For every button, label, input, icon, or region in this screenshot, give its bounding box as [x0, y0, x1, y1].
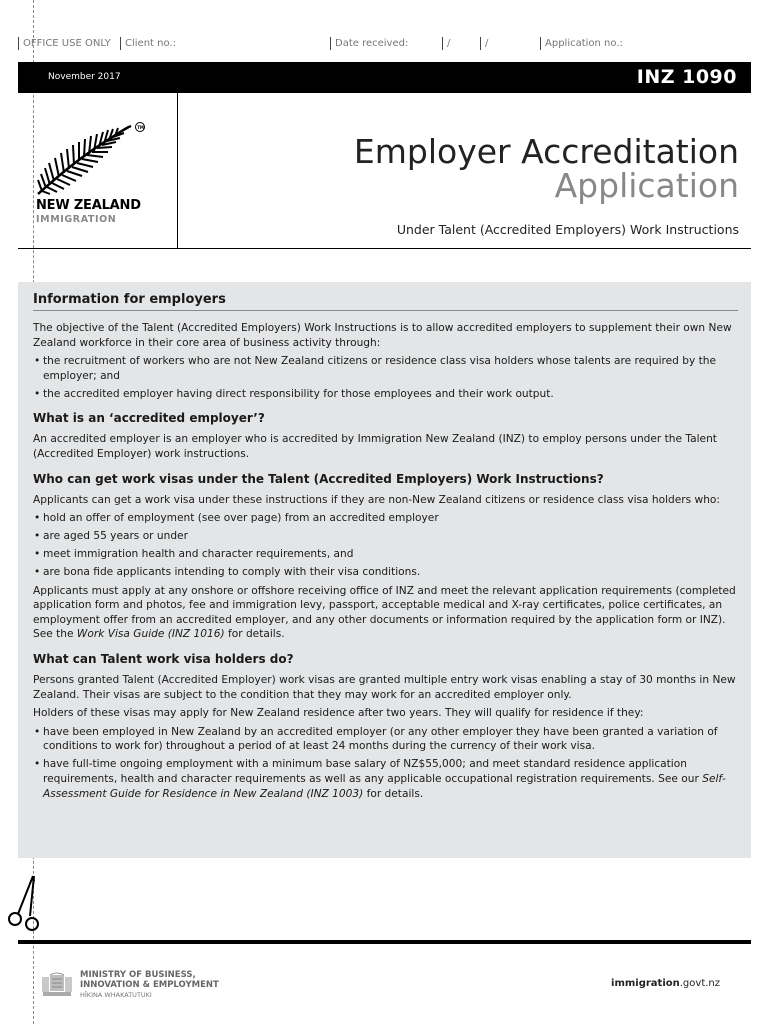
section-heading-accredited-employer: What is an ‘accredited employer’?: [33, 411, 265, 426]
scissors-icon: [6, 874, 40, 932]
eligibility-list: [33, 511, 738, 580]
form-date: November 2017: [48, 72, 121, 82]
list-item: • the recruitment of workers who are not New Zealand citizens or residence class visa holders whose talents are required by the employer; and: [33, 354, 738, 383]
work-visa-guide-reference: Work Visa Guide (INZ 1016): [76, 628, 225, 641]
trademark-mark: TM: [137, 125, 144, 130]
page-subtitle: Under Talent (Accredited Employers) Work Instructions: [396, 222, 739, 237]
section-heading-who-can-get-visas: Who can get work visas under the Talent (Accredited Employers) Work Instructions?: [33, 471, 604, 486]
office-use-strip: [18, 37, 750, 51]
page-title-line1: Employer Accreditation: [353, 132, 739, 171]
info-panel: [18, 282, 751, 858]
form-code: INZ 1090: [636, 66, 737, 88]
application-requirements-paragraph: Applicants must apply at any onshore or offshore receiving office of INZ and meet the relevant application requirements (completed application form and photos, fee and immigration levy, passport, acceptable medical and X-ray certificates, police certificates, an employment offer from an accredited employer, and any other documents or information required by the application form or INZ). See the Work Visa Guide (INZ 1016) for details.: [33, 584, 736, 641]
bottom-rule: [18, 940, 751, 944]
date-separator: /: [480, 37, 488, 50]
intro-list: [33, 354, 738, 401]
header-divider: [177, 93, 178, 248]
section-heading-visa-holders: What can Talent work visa holders do?: [33, 652, 294, 667]
website-url[interactable]: immigration.govt.nz: [611, 978, 720, 989]
residence-list: [33, 725, 738, 801]
client-no-field[interactable]: Client no.:: [120, 37, 176, 50]
residence-paragraph: Holders of these visas may apply for New Zealand residence after two years. They will qualify for residence if they:: [33, 707, 644, 720]
list-item: • are aged 55 years or under: [33, 529, 738, 544]
date-separator: /: [442, 37, 450, 50]
info-content: [33, 292, 738, 805]
form-header-bar: [18, 62, 751, 93]
list-item: • meet immigration health and character requirements, and: [33, 547, 738, 562]
info-heading: Information for employers: [33, 292, 738, 311]
list-item: • are bona fide applicants intending to comply with their visa conditions.: [33, 565, 738, 580]
logo-subname: IMMIGRATION: [36, 214, 117, 225]
coat-of-arms-icon: [40, 969, 74, 999]
who-can-get-paragraph: Applicants can get a work visa under these instructions if they are non-New Zealand citizens or residence class visa holders who:: [33, 493, 720, 506]
intro-paragraph: The objective of the Talent (Accredited Employers) Work Instructions is to allow accredited employers to supplement their own New Zealand workforce in their core area of business activity through:: [33, 322, 732, 349]
ministry-logotype: MINISTRY OF BUSINESS, INNOVATION & EMPLOYMENT HĪKINA WHAKATUTUKI: [80, 970, 219, 999]
accredited-employer-paragraph: An accredited employer is an employer who is accredited by Immigration New Zealand (INZ) to employ persons under the Talent (Accredited Employer) work instructions.: [33, 433, 717, 460]
list-item: • the accredited employer having direct responsibility for those employees and their work output.: [33, 387, 738, 402]
visa-holders-paragraph: Persons granted Talent (Accredited Employer) work visas are granted multiple entry work visas enabling a stay of 30 months in New Zealand. Their visas are subject to the condition that they may work for an accredited employer only.: [33, 674, 736, 701]
list-item: • have been employed in New Zealand by an accredited employer (or any other employer they have been granted a variation of conditions to work for) throughout a period of at least 24 months during the currency of their work visa.: [33, 725, 738, 754]
self-assessment-guide-reference: Self-Assessment Guide for Residence in New Zealand (INZ 1003): [43, 773, 726, 800]
office-use-label: OFFICE USE ONLY: [18, 37, 111, 50]
date-received-field[interactable]: Date received:: [330, 37, 408, 50]
list-item: • have full-time ongoing employment with a minimum base salary of NZ$55,000; and meet standard residence application requirements, health and character requirements as well as any applicable occupational registration requirements. See our Self-Assessment Guide for Residence in New Zealand (INZ 1003) for details.: [33, 757, 738, 801]
header-bottom-rule: [18, 248, 751, 249]
page-title-line2: Application: [554, 166, 739, 205]
logo-name: NEW ZEALAND: [36, 198, 141, 213]
application-no-field[interactable]: Application no.:: [540, 37, 623, 50]
list-item: • hold an offer of employment (see over page) from an accredited employer: [33, 511, 738, 526]
